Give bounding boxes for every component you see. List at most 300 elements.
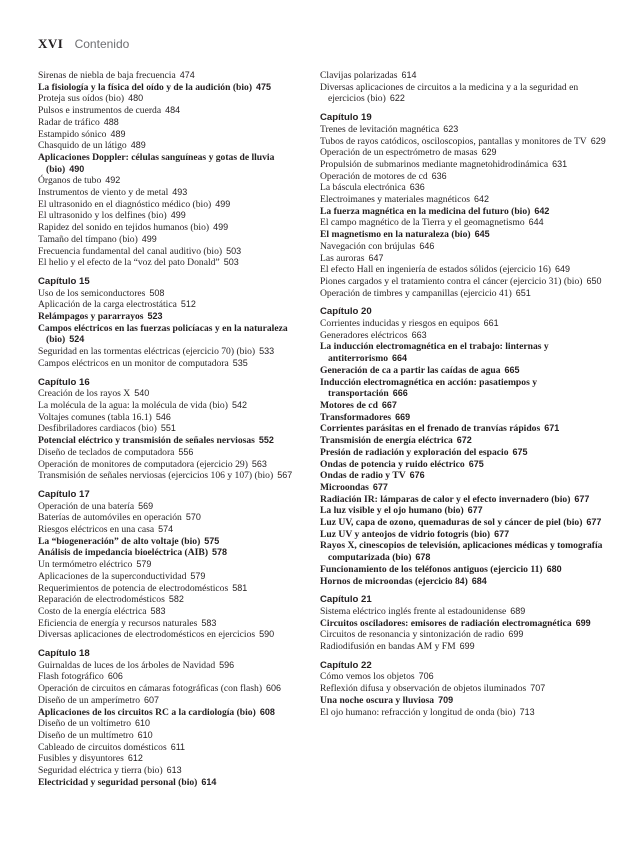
toc-entry (38, 105, 306, 117)
entry-page-number: 675 (468, 458, 484, 469)
entry-title: Reparación de electrodomésticos (38, 594, 165, 606)
entry-title: Clavijas polarizadas (320, 70, 398, 81)
entry-page-number: 475 (256, 81, 272, 92)
chapter-heading: Capítulo 15 (38, 275, 90, 287)
entry-title: Piones cargados y el tratamiento contra el cáncer (ejercicio 31) (bio) (320, 275, 583, 287)
toc-entry (38, 683, 306, 695)
entry-page-number: 582 (168, 594, 184, 605)
page-header (38, 36, 129, 52)
entry-page-number: 636 (431, 170, 447, 181)
toc-entry (38, 234, 306, 246)
entry-page-number: 533 (259, 346, 275, 357)
toc-entry (38, 777, 306, 789)
toc-entry (320, 435, 612, 447)
entry-title: Electroimanes y materiales magnéticos (320, 194, 470, 206)
entry-title: Diseño de un multímetro (38, 729, 134, 741)
entry-page-number: 610 (137, 729, 153, 740)
toc-entry (38, 358, 306, 370)
toc-section (320, 306, 612, 587)
entry-page-number: 672 (456, 435, 472, 446)
entry-title: La molécula de la agua: la molécula de vida (bio) (38, 399, 228, 411)
toc-entry (38, 671, 306, 683)
toc-column-right (320, 70, 612, 718)
entry-title: Las auroras (320, 252, 365, 264)
toc-section (38, 489, 306, 641)
entry-title: Diseño de un voltímetro (38, 718, 131, 730)
entry-page-number: 622 (389, 93, 405, 104)
entry-title: El ojo humano: refracción y longitud de onda (bio) (320, 706, 516, 718)
entry-title: La luz visible y el ojo humano (bio) (320, 505, 464, 517)
toc-entry (320, 459, 612, 471)
entry-page-number: 707 (530, 683, 546, 694)
entry-title: Rayos X, cinescopios de televisión, aplicaciones médicas y tomografía computarizada (bio) (320, 540, 603, 564)
entry-title: Motores de cd (320, 399, 378, 411)
toc-entry (38, 536, 306, 548)
entry-page-number: 535 (232, 357, 248, 368)
entry-title: Operación de circuitos en cámaras fotográficas (con flash) (38, 683, 263, 695)
entry-page-number: 645 (474, 229, 490, 240)
entry-title: Un termómetro eléctrico (38, 559, 133, 571)
entry-page-number: 614 (401, 70, 417, 80)
toc-entry (320, 564, 612, 576)
entry-page-number: 581 (232, 582, 248, 593)
chapter-heading: Capítulo 19 (320, 112, 372, 124)
toc-entry (320, 671, 612, 683)
toc-entry (320, 400, 612, 412)
entry-page-number: 540 (134, 388, 150, 399)
entry-title: Estampido sónico (38, 128, 107, 140)
toc-entry (38, 257, 306, 269)
entry-title: La báscula electrónica (320, 182, 406, 194)
entry-page-number: 613 (166, 765, 182, 776)
toc-entry (320, 229, 612, 241)
entry-page-number: 680 (546, 563, 562, 574)
entry-title: Campos eléctricos en las fuerzas policíacas y en la naturaleza (bio) (38, 322, 288, 346)
entry-title: Proteja sus oídos (bio) (38, 93, 125, 105)
toc-entry (320, 241, 612, 253)
entry-page-number: 542 (231, 399, 247, 410)
page-number-roman: XVI (38, 36, 64, 51)
entry-title: Aplicaciones de los circuitos RC a la cardiología (bio) (38, 706, 256, 718)
entry-title: Reflexión difusa y observación de objetos iluminados (320, 683, 527, 695)
toc-entry (320, 606, 612, 618)
toc-entry (38, 753, 306, 765)
toc-entry (38, 400, 306, 412)
toc-entry (320, 82, 612, 105)
entry-title: El magnetismo en la naturaleza (bio) (320, 229, 471, 241)
toc-section (38, 377, 306, 482)
toc-entry (38, 117, 306, 129)
toc-entry (38, 559, 306, 571)
toc-entry (320, 217, 612, 229)
toc-entry (38, 140, 306, 152)
toc-entry (320, 171, 612, 183)
toc-section (320, 660, 612, 719)
toc-entry (320, 412, 612, 424)
toc-entry (320, 318, 612, 330)
entry-title: Requerimientos de potencia de electrodomésticos (38, 582, 229, 594)
entry-title: Diversas aplicaciones de electrodomésticos en ejercicios (38, 629, 256, 641)
entry-title: Diseño de un amperímetro (38, 694, 141, 706)
entry-page-number: 612 (127, 753, 143, 764)
entry-title: Operación de timbres y campanillas (ejercicio 41) (320, 287, 512, 299)
toc-entry (320, 206, 612, 218)
entry-title: Operación de motores de cd (320, 170, 428, 182)
entry-page-number: 631 (552, 158, 568, 169)
toc-entry (38, 346, 306, 358)
toc-entry (320, 194, 612, 206)
toc-entry (320, 683, 612, 695)
entry-title: Operación de una batería (38, 500, 135, 512)
toc-entry (38, 152, 306, 175)
toc-entry (320, 124, 612, 136)
entry-title: Electricidad y seguridad personal (bio) (38, 776, 198, 788)
toc-entry (320, 423, 612, 435)
entry-title: Sirenas de niebla de baja frecuencia (38, 70, 176, 81)
toc-entry (320, 695, 612, 707)
toc-entry (320, 447, 612, 459)
toc-entry (38, 695, 306, 707)
toc-section (38, 276, 306, 370)
entry-title: Operación de un espectrómetro de masas (320, 147, 478, 159)
toc-entry (38, 618, 306, 630)
toc-column-left (38, 70, 306, 788)
toc-entry (320, 470, 612, 482)
entry-page-number: 575 (204, 535, 220, 546)
entry-page-number: 583 (201, 617, 217, 628)
toc-entry (38, 583, 306, 595)
entry-title: El helio y el efecto de la “voz del pato Donald” (38, 257, 220, 269)
entry-page-number: 664 (392, 353, 408, 364)
toc-entry (320, 576, 612, 588)
entry-page-number: 499 (170, 210, 186, 221)
entry-page-number: 669 (395, 411, 411, 422)
entry-title: Transmisión de energía eléctrica (320, 435, 453, 447)
entry-page-number: 493 (172, 187, 188, 198)
toc-entry (38, 93, 306, 105)
entry-page-number: 490 (69, 163, 85, 174)
entry-title: La fisiología y la física del oído y de la audición (bio) (38, 81, 253, 93)
entry-title: Propulsión de submarinos mediante magnetohidrodinámica (320, 158, 549, 170)
toc-entry (38, 70, 306, 82)
entry-page-number: 650 (586, 275, 602, 286)
entry-page-number: 569 (138, 500, 154, 511)
entry-title: Luz UV, capa de ozono, quemaduras de sol y cáncer de piel (bio) (320, 517, 583, 529)
toc-entry (38, 512, 306, 524)
entry-title: Eficiencia de energía y recursos naturales (38, 617, 198, 629)
entry-title: Uso de los semiconductores (38, 287, 146, 299)
entry-page-number: 675 (512, 446, 528, 457)
toc-entry (38, 660, 306, 672)
toc-entry (320, 494, 612, 506)
entry-page-number: 699 (459, 641, 475, 652)
toc-entry (320, 147, 612, 159)
entry-page-number: 499 (213, 222, 229, 233)
entry-page-number: 578 (212, 547, 228, 558)
entry-title: Frecuencia fundamental del canal auditivo (bio) (38, 245, 223, 257)
entry-page-number: 563 (251, 458, 267, 469)
toc-entry (320, 288, 612, 300)
entry-page-number: 709 (438, 694, 454, 705)
entry-page-number: 606 (266, 683, 282, 694)
entry-page-number: 499 (141, 233, 157, 244)
entry-title: Corrientes inducidas y riesgos en equipos (320, 318, 480, 330)
entry-page-number: 677 (467, 505, 483, 516)
toc-entry (38, 547, 306, 559)
entry-title: Transformadores (320, 411, 392, 423)
entry-title: El ultrasonido y los delfines (bio) (38, 210, 167, 222)
entry-title: Ondas de potencia y ruido eléctrico (320, 458, 465, 470)
entry-page-number: 606 (107, 671, 123, 682)
entry-title: Pulsos e instrumentos de cuerda (38, 105, 162, 117)
entry-page-number: 644 (528, 217, 544, 228)
page-title: Contenido (74, 37, 130, 51)
toc-entry (320, 330, 612, 342)
toc-entry (320, 629, 612, 641)
toc-entry (38, 707, 306, 719)
entry-page-number: 678 (415, 552, 431, 563)
toc-entry (320, 136, 612, 148)
entry-title: Microondas (320, 481, 369, 493)
toc-entry (320, 264, 612, 276)
entry-title: Flash fotográfico (38, 671, 104, 683)
entry-title: Radar de tráfico (38, 116, 100, 128)
entry-page-number: 611 (170, 741, 186, 752)
entry-title: Cableado de circuitos domésticos (38, 741, 167, 753)
entry-title: Generación de ca a partir las caídas de agua (320, 364, 501, 376)
entry-page-number: 556 (178, 446, 194, 457)
entry-page-number: 484 (165, 105, 181, 116)
chapter-heading: Capítulo 18 (38, 648, 90, 660)
toc-entry (38, 459, 306, 471)
entry-page-number: 567 (277, 470, 293, 481)
toc-entry (320, 365, 612, 377)
entry-title: Circuitos osciladores: emisores de radiación electromagnética (320, 617, 572, 629)
toc-entry (320, 276, 612, 288)
toc-entry (38, 175, 306, 187)
entry-title: Diversas aplicaciones de circuitos a la medicina y a la seguridad en ejercicios (bio) (320, 81, 579, 105)
entry-title: Riesgos eléctricos en una casa (38, 524, 155, 536)
entry-page-number: 684 (471, 575, 487, 586)
toc-entry (38, 311, 306, 323)
toc-entry (320, 70, 612, 82)
entry-title: Hornos de microondas (ejercicio 84) (320, 575, 468, 587)
entry-title: Tubos de rayos catódicos, osciloscopios, pantallas y monitores de TV (320, 135, 587, 147)
toc-entry (38, 571, 306, 583)
entry-page-number: 677 (574, 493, 590, 504)
entry-title: Sistema eléctrico inglés frente al estadounidense (320, 605, 507, 617)
chapter-heading: Capítulo 20 (320, 306, 372, 318)
chapter-heading: Capítulo 22 (320, 659, 372, 671)
entry-title: Rapidez del sonido en tejidos humanos (bio) (38, 222, 210, 234)
toc-section (320, 594, 612, 653)
entry-title: Operación de monitores de computadora (ejercicio 29) (38, 458, 248, 470)
entry-page-number: 551 (160, 423, 176, 434)
toc-entry (320, 641, 612, 653)
toc-entry (38, 765, 306, 777)
entry-page-number: 642 (534, 205, 550, 216)
entry-title: Voltajes comunes (tabla 16.1) (38, 411, 152, 423)
entry-page-number: 499 (215, 198, 231, 209)
entry-page-number: 646 (419, 240, 435, 251)
toc-entry (38, 187, 306, 199)
entry-page-number: 574 (158, 524, 174, 535)
entry-title: Instrumentos de viento y de metal (38, 187, 169, 199)
toc-entry (320, 341, 612, 364)
entry-title: Relámpagos y pararrayos (38, 311, 144, 323)
entry-title: Radiación IR: lámparas de calor y el efecto invernadero (bio) (320, 493, 571, 505)
entry-title: Luz UV y anteojos de vidrio fotogris (bio) (320, 528, 491, 540)
entry-title: Potencial eléctrico y transmisión de señales nerviosas (38, 435, 255, 447)
entry-title: Campos eléctricos en un monitor de computadora (38, 357, 229, 369)
toc-entry (320, 377, 612, 400)
entry-title: Seguridad eléctrica y tierra (bio) (38, 765, 163, 777)
toc-entry (38, 423, 306, 435)
toc-entry (38, 299, 306, 311)
entry-title: Guirnaldas de luces de los árboles de Navidad (38, 659, 216, 671)
toc-entry (320, 707, 612, 719)
entry-page-number: 546 (155, 411, 171, 422)
toc-entry (320, 517, 612, 529)
entry-page-number: 503 (223, 257, 239, 268)
entry-title: Corrientes parásitas en el frenado de tranvías rápidos (320, 423, 541, 435)
entry-title: Funcionamiento de los teléfonos antiguos (ejercicio 11) (320, 563, 543, 575)
entry-title: Costo de la energía eléctrica (38, 605, 147, 617)
entry-page-number: 607 (144, 694, 160, 705)
entry-page-number: 676 (409, 470, 425, 481)
entry-page-number: 579 (190, 570, 206, 581)
entry-title: Órganos de tubo (38, 175, 102, 187)
entry-page-number: 523 (147, 311, 163, 322)
entry-page-number: 666 (392, 388, 408, 399)
entry-page-number: 642 (473, 194, 490, 205)
toc-entry (38, 470, 306, 482)
entry-page-number: 489 (110, 128, 126, 139)
entry-page-number: 629 (590, 135, 606, 146)
entry-title: El ultrasonido en el diagnóstico médico (bio) (38, 198, 212, 210)
entry-title: Aplicaciones Doppler: células sanguíneas y gotas de lluvia (bio) (38, 151, 275, 175)
entry-page-number: 699 (508, 629, 524, 640)
entry-title: Presión de radiación y exploración del espacio (320, 446, 509, 458)
entry-page-number: 596 (219, 659, 235, 670)
entry-page-number: 524 (69, 334, 85, 345)
chapter-heading: Capítulo 17 (38, 488, 90, 500)
toc-entry (38, 210, 306, 222)
entry-title: Desfibriladores cardiacos (bio) (38, 423, 157, 435)
entry-title: El campo magnético de la Tierra y el geomagnetismo (320, 217, 525, 229)
toc-entry (38, 594, 306, 606)
entry-page-number: 671 (544, 423, 560, 434)
entry-page-number: 677 (372, 481, 388, 492)
toc-section (320, 70, 612, 105)
toc-entry (320, 159, 612, 171)
toc-entry (38, 246, 306, 258)
entry-page-number: 713 (519, 706, 535, 717)
entry-title: La fuerza magnética en la medicina del futuro (bio) (320, 205, 531, 217)
entry-title: Inducción electromagnética en acción: pasatiempos y transportación (320, 376, 537, 400)
entry-title: Creación de los rayos X (38, 388, 131, 400)
entry-page-number: 706 (418, 671, 434, 682)
entry-title: Análisis de impedancia bioeléctrica (AIB) (38, 547, 209, 559)
toc-entry (38, 447, 306, 459)
toc-entry (320, 505, 612, 517)
entry-page-number: 647 (368, 252, 384, 263)
entry-page-number: 663 (411, 329, 427, 340)
entry-page-number: 665 (504, 364, 520, 375)
entry-page-number: 512 (180, 299, 196, 310)
toc-section (320, 112, 612, 299)
entry-page-number: 474 (179, 70, 195, 80)
toc-entry (38, 435, 306, 447)
entry-page-number: 667 (381, 399, 397, 410)
entry-title: Circuitos de resonancia y sintonización de radio (320, 629, 505, 641)
entry-title: Tamaño del tímpano (bio) (38, 233, 138, 245)
entry-title: Una noche oscura y lluviosa (320, 694, 435, 706)
entry-title: Fusibles y disyuntores (38, 753, 124, 765)
entry-title: Radiodifusión en bandas AM y FM (320, 641, 456, 653)
entry-page-number: 492 (105, 175, 121, 186)
entry-page-number: 489 (130, 140, 146, 151)
toc-entry (38, 606, 306, 618)
entry-title: Transmisión de señales nerviosas (ejercicios 106 y 107) (bio) (38, 470, 274, 482)
entry-page-number: 503 (226, 245, 242, 256)
entry-page-number: 488 (103, 116, 119, 127)
entry-title: Chasquido de un látigo (38, 140, 127, 152)
entry-title: Baterías de automóviles en operación (38, 512, 182, 524)
toc-entry (38, 388, 306, 400)
toc-entry (38, 323, 306, 346)
toc-entry (38, 524, 306, 536)
entry-page-number: 590 (259, 629, 275, 640)
entry-title: Aplicación de la carga electrostática (38, 299, 177, 311)
toc-entry (320, 618, 612, 630)
entry-page-number: 689 (510, 605, 526, 616)
toc-section (38, 70, 306, 269)
entry-title: Seguridad en las tormentas eléctricas (ejercicio 70) (bio) (38, 346, 256, 358)
entry-page-number: 649 (554, 264, 570, 275)
entry-title: Aplicaciones de la superconductividad (38, 570, 187, 582)
entry-title: Navegación con brújulas (320, 240, 416, 252)
toc-entry (320, 540, 612, 563)
entry-title: Diseño de teclados de computadora (38, 446, 175, 458)
toc-entry (320, 482, 612, 494)
entry-page-number: 608 (259, 706, 275, 717)
entry-page-number: 480 (128, 93, 144, 104)
toc-entry (38, 129, 306, 141)
entry-page-number: 623 (443, 123, 459, 134)
entry-title: La “biogeneración” de alto voltaje (bio) (38, 535, 201, 547)
toc-entry (38, 742, 306, 754)
entry-page-number: 508 (149, 287, 165, 298)
toc-entry (38, 82, 306, 94)
entry-page-number: 583 (150, 605, 166, 616)
toc-entry (320, 529, 612, 541)
toc-entry (320, 182, 612, 194)
entry-page-number: 677 (586, 517, 602, 528)
entry-page-number: 579 (136, 559, 152, 570)
entry-title: La inducción electromagnética en el trabajo: linternas y antiterrorismo (320, 341, 549, 365)
toc-entry (320, 253, 612, 265)
entry-title: El efecto Hall en ingeniería de estados sólidos (ejercicio 16) (320, 264, 551, 276)
toc-entry (38, 199, 306, 211)
entry-page-number: 629 (481, 147, 497, 158)
entry-page-number: 661 (483, 318, 499, 329)
toc-entry (38, 730, 306, 742)
entry-title: Ondas de radio y TV (320, 470, 406, 482)
entry-page-number: 677 (494, 528, 510, 539)
entry-page-number: 651 (515, 287, 531, 298)
entry-page-number: 552 (258, 435, 274, 446)
